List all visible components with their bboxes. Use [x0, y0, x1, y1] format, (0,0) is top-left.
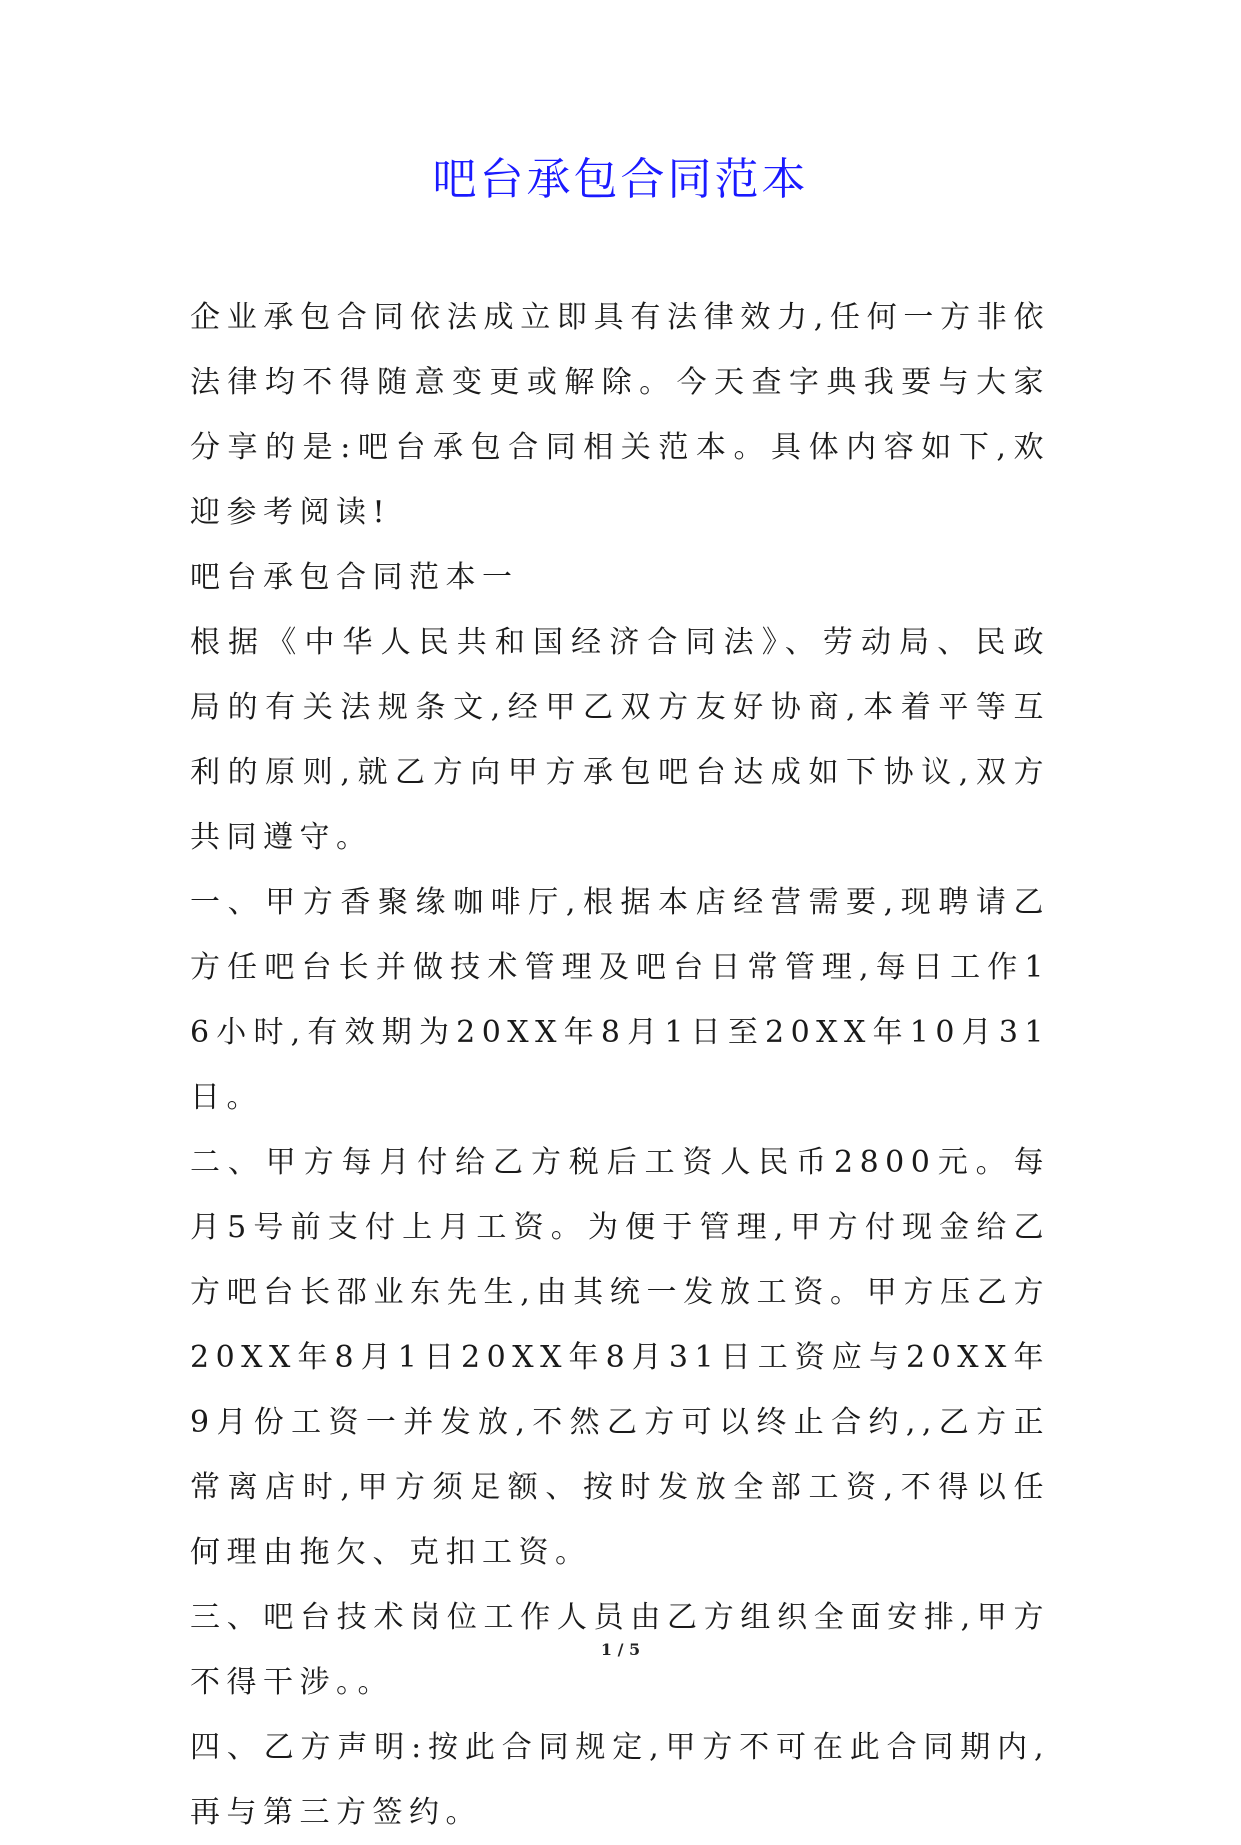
intro-paragraph: 企业承包合同依法成立即具有法律效力,任何一方非依法律均不得随意变更或解除。今天查字典我要与大家分享的是:吧台承包合同相关范本。具体内容如下,欢迎参考阅读! — [190, 300, 1050, 530]
clause-3-paragraph: 三、吧台技术岗位工作人员由乙方组织全面安排,甲方不得干涉。。 — [190, 1600, 1050, 1700]
page-number: 1 / 5 — [600, 1640, 641, 1659]
clause-2-paragraph: 二、甲方每月付给乙方税后工资人民币2800元。每月5号前支付上月工资。为便于管理,甲方付现金给乙方吧台长邵业东先生,由其统一发放工资。甲方压乙方20XX年8月1日20XX年8月31日工资应与20XX年9月份工资一并发放,不然乙方可以终止合约,,乙方正常离店时,甲方须足额、按时发放全部工资,不得以任何理由拖欠、克扣工资。 — [190, 1145, 1050, 1570]
section-heading: 吧台承包合同范本一 — [190, 560, 519, 595]
document-title: 吧台承包合同范本 — [432, 154, 809, 205]
clause-4-paragraph: 四、乙方声明:按此合同规定,甲方不可在此合同期内,再与第三方签约。 — [190, 1730, 1050, 1830]
preamble-paragraph: 根据《中华人民共和国经济合同法》、劳动局、民政局的有关法规条文,经甲乙双方友好协商,本着平等互利的原则,就乙方向甲方承包吧台达成如下协议,双方共同遵守。 — [190, 625, 1050, 855]
document-body — [190, 285, 1050, 1845]
clause-1-paragraph: 一、甲方香聚缘咖啡厅,根据本店经营需要,现聘请乙方任吧台长并做技术管理及吧台日常管理,每日工作16小时,有效期为20XX年8月1日至20XX年10月31日。 — [190, 885, 1050, 1115]
